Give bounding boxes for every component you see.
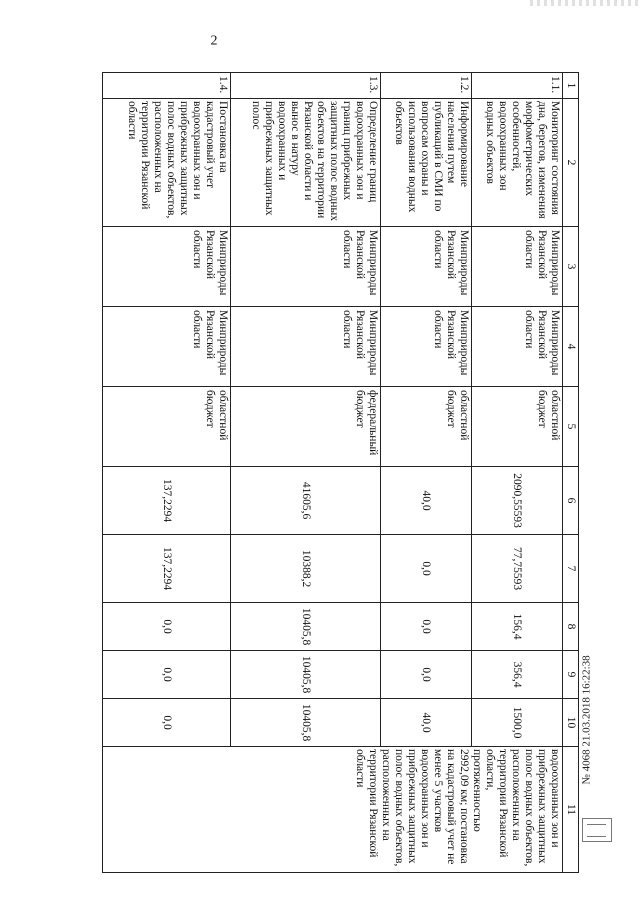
event-cell: Информирование населения путем публикаций в СМИ по вопросам охраны и использования водных объектов — [381, 99, 472, 227]
row-number: 1.2. — [381, 73, 472, 99]
column-number-row — [563, 73, 579, 873]
total-cell: 40,0 — [381, 467, 472, 535]
year-cell: 10405,8 — [231, 651, 381, 699]
year-cell: 10405,8 — [231, 699, 381, 747]
col-header: 6 — [563, 467, 579, 535]
col-header: 10 — [563, 699, 579, 747]
col-header: 1 — [563, 73, 579, 99]
event-cell: Определение границ водоохранных зон и границ прибрежных защитных полос водных объектов на территории Рязанской области и вынос в натуру водоохранных и прибрежных защитных полос — [231, 99, 381, 227]
col-header: 2 — [563, 99, 579, 227]
year-cell: 137,2294 — [103, 535, 231, 603]
year-cell: 0,0 — [103, 699, 231, 747]
row-number: 1.3. — [231, 73, 381, 99]
year-cell: 10405,8 — [231, 603, 381, 651]
table-row — [472, 73, 563, 873]
year-cell: 0,0 — [381, 603, 472, 651]
registration-stamp — [582, 818, 612, 842]
result-cell: водоохранных зон и прибрежных защитных полос водных объектов, расположенных на территории Рязанской области, протяженностью 2992,09 км; постановка на кадастровый учет не менее 5 участков водоохранных зон и прибрежных защитных полос водных объектов, расположенных на территории Рязанской области — [103, 747, 563, 873]
col-header: 4 — [563, 307, 579, 387]
row-number: 1.1. — [472, 73, 563, 99]
source-cell: областной бюджет — [472, 387, 563, 467]
total-cell: 2090,55593 — [472, 467, 563, 535]
year-cell: 156,4 — [472, 603, 563, 651]
col-header: 3 — [563, 227, 579, 307]
year-cell: 77,75593 — [472, 535, 563, 603]
source-cell: областной бюджет — [103, 387, 231, 467]
year-cell: 10388,2 — [231, 535, 381, 603]
executor-cell: Минприроды Рязанской области — [381, 227, 472, 307]
total-cell: 41605,6 — [231, 467, 381, 535]
customer-cell: Минприроды Рязанской области — [381, 307, 472, 387]
year-cell: 0,0 — [381, 535, 472, 603]
col-header: 7 — [563, 535, 579, 603]
col-header: 9 — [563, 651, 579, 699]
total-cell: 137,2294 — [103, 467, 231, 535]
executor-cell: Минприроды Рязанской области — [103, 227, 231, 307]
program-table — [102, 72, 579, 873]
year-cell: 0,0 — [103, 651, 231, 699]
col-header: 8 — [563, 603, 579, 651]
customer-cell: Минприроды Рязанской области — [472, 307, 563, 387]
page-number: 2 — [210, 33, 218, 49]
customer-cell: Минприроды Рязанской области — [231, 307, 381, 387]
executor-cell: Минприроды Рязанской области — [231, 227, 381, 307]
year-cell: 0,0 — [381, 651, 472, 699]
event-cell: Постановка на кадастровый учет водоохранных зон и прибрежных защитных полос водных объектов, расположенных на территории Рязанской области — [103, 99, 231, 227]
source-cell: областной бюджет — [381, 387, 472, 467]
document-number: № 4068 21.03.2018 16:22:38 — [580, 655, 593, 785]
year-cell: 1500,0 — [472, 699, 563, 747]
col-header: 11 — [563, 747, 579, 873]
row-number: 1.4. — [103, 73, 231, 99]
source-cell: федеральный бюджет — [231, 387, 381, 467]
year-cell: 40,0 — [381, 699, 472, 747]
year-cell: 356,4 — [472, 651, 563, 699]
executor-cell: Минприроды Рязанской области — [472, 227, 563, 307]
customer-cell: Минприроды Рязанской области — [103, 307, 231, 387]
event-cell: Мониторинг состояния дна, берегов, изменения морфометрических особенностей, водоохранных зон водных объектов — [472, 99, 563, 227]
year-cell: 0,0 — [103, 603, 231, 651]
col-header: 5 — [563, 387, 579, 467]
